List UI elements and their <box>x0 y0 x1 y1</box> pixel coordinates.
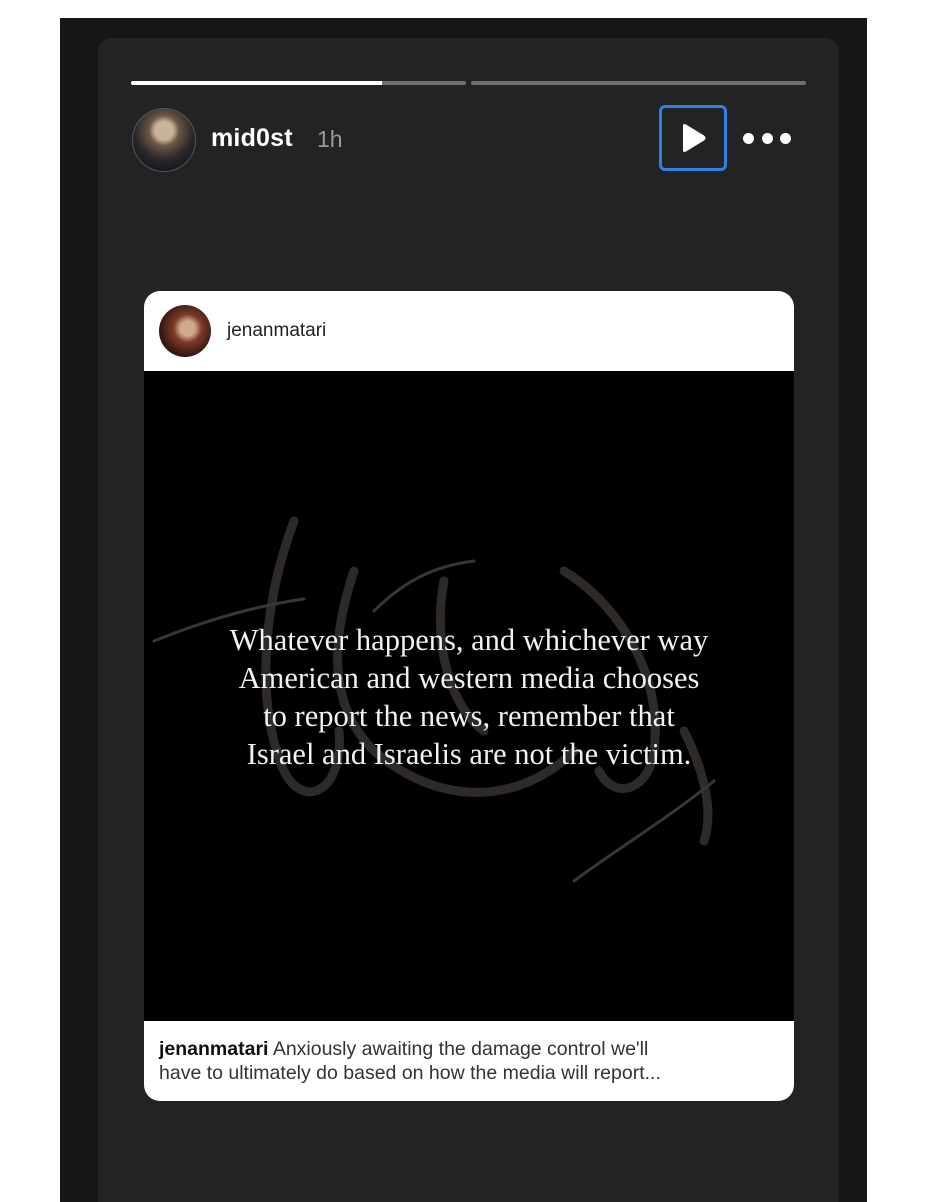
shared-post-avatar[interactable] <box>159 305 211 357</box>
more-options-button[interactable] <box>743 126 791 150</box>
quote-line: Israel and Israelis are not the victim. <box>246 737 692 771</box>
quote-line: Whatever happens, and whichever way <box>229 623 709 657</box>
quote-line: to report the news, remember that <box>263 699 675 733</box>
more-icon-dot <box>780 133 791 144</box>
quote-text <box>164 621 774 773</box>
story-timestamp: 1h <box>317 126 343 152</box>
caption-text <box>159 1037 784 1085</box>
more-icon-dot <box>743 133 754 144</box>
shared-post-header <box>144 291 794 371</box>
caption-username[interactable]: jenanmatari <box>159 1038 269 1060</box>
play-button[interactable] <box>659 105 727 171</box>
story-progress-bar-2 <box>471 81 806 85</box>
more-icon-dot <box>762 133 773 144</box>
play-icon <box>679 123 707 153</box>
caption-line-1 <box>159 1037 784 1061</box>
shared-post-card[interactable] <box>144 291 794 1101</box>
story-author-username[interactable]: mid0st <box>211 124 293 152</box>
caption-text-1: Anxiously awaiting the damage control we'll <box>272 1038 649 1060</box>
shared-post-image <box>144 371 794 1021</box>
story-author-avatar[interactable] <box>132 108 196 172</box>
shared-post-caption <box>144 1021 794 1101</box>
caption-line-2: have to ultimately do based on how the media will report... <box>159 1062 661 1084</box>
story-progress-fill-1 <box>131 81 382 85</box>
story-progress-bar-1 <box>131 81 466 85</box>
story-viewer <box>98 38 839 1202</box>
quote-line: American and western media chooses <box>238 661 700 695</box>
shared-post-username[interactable]: jenanmatari <box>227 320 327 341</box>
